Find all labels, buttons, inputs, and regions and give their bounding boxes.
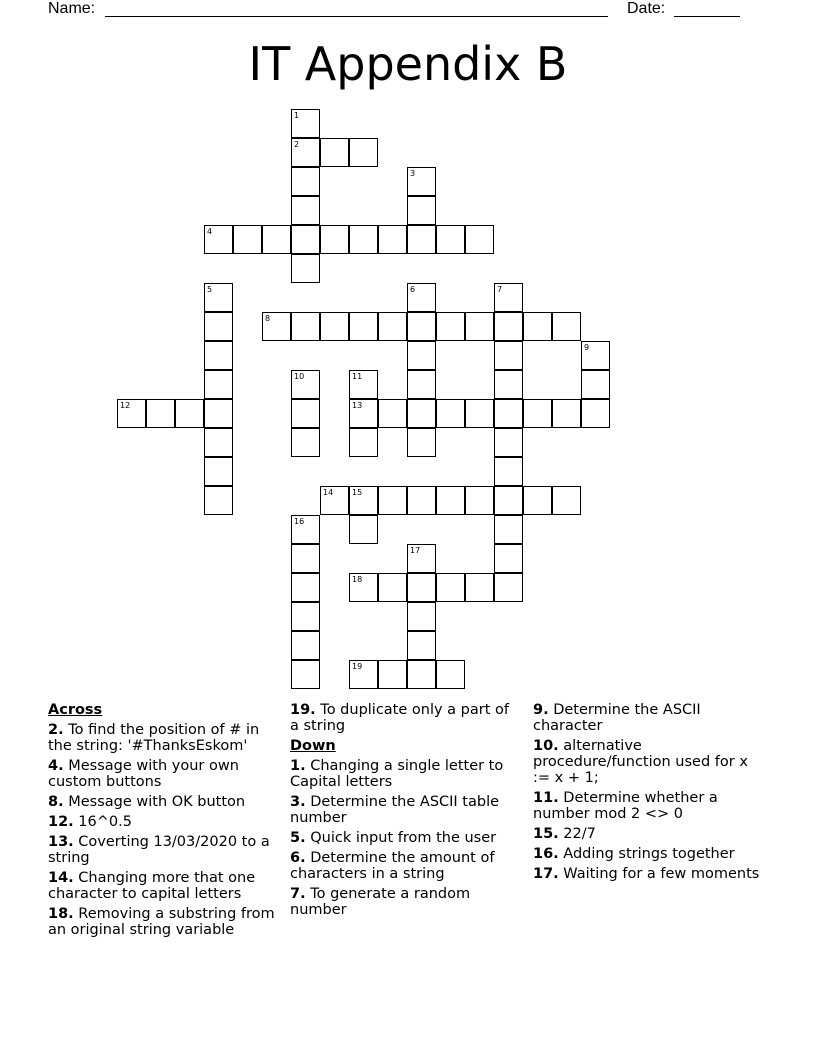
clue-item bbox=[533, 702, 769, 734]
grid-cell[interactable] bbox=[407, 283, 436, 312]
clue-item-text: Message with OK button bbox=[68, 794, 246, 810]
clue-item-number: 8. bbox=[48, 794, 64, 810]
clue-number: 4 bbox=[207, 227, 213, 236]
clue-item bbox=[290, 758, 518, 790]
grid-cell[interactable] bbox=[494, 370, 523, 399]
grid-cell[interactable] bbox=[552, 486, 581, 515]
clue-item-text: Changing a single letter to Capital letters bbox=[290, 758, 504, 790]
clue-item-text: Determine the ASCII character bbox=[533, 702, 701, 734]
clue-item-number: 10. bbox=[533, 738, 559, 754]
grid-cell[interactable] bbox=[465, 486, 494, 515]
grid-cell[interactable] bbox=[349, 370, 378, 399]
grid-cell[interactable] bbox=[204, 312, 233, 341]
clues-column-2 bbox=[290, 702, 518, 922]
grid-cell[interactable] bbox=[204, 428, 233, 457]
grid-cell[interactable] bbox=[523, 312, 552, 341]
grid-cell[interactable] bbox=[320, 225, 349, 254]
clue-item-number: 12. bbox=[48, 814, 74, 830]
clue-item-number: 2. bbox=[48, 722, 64, 738]
clue-item bbox=[290, 702, 518, 734]
grid-cell[interactable] bbox=[291, 225, 320, 254]
grid-cell[interactable] bbox=[204, 457, 233, 486]
clue-item-text: 22/7 bbox=[563, 826, 596, 842]
grid-cell[interactable] bbox=[204, 225, 233, 254]
clue-item-number: 15. bbox=[533, 826, 559, 842]
clue-item bbox=[48, 870, 284, 902]
grid-cell[interactable] bbox=[117, 399, 146, 428]
grid-cell[interactable] bbox=[465, 225, 494, 254]
grid-cell[interactable] bbox=[581, 399, 610, 428]
grid-cell[interactable] bbox=[349, 399, 378, 428]
clue-number: 12 bbox=[120, 401, 131, 410]
grid-cell[interactable] bbox=[204, 486, 233, 515]
grid-cell[interactable] bbox=[436, 225, 465, 254]
clue-number: 17 bbox=[410, 546, 421, 555]
grid-cell[interactable] bbox=[465, 312, 494, 341]
grid-cell[interactable] bbox=[320, 486, 349, 515]
grid-cell[interactable] bbox=[407, 341, 436, 370]
grid-cell[interactable] bbox=[320, 312, 349, 341]
clue-number: 5 bbox=[207, 285, 213, 294]
grid-cell[interactable] bbox=[291, 631, 320, 660]
grid-cell[interactable] bbox=[436, 399, 465, 428]
across-heading: Across bbox=[48, 702, 103, 718]
grid-cell[interactable] bbox=[204, 283, 233, 312]
down-heading: Down bbox=[290, 738, 336, 754]
grid-cell[interactable] bbox=[349, 573, 378, 602]
clue-item-text: Determine the ASCII table number bbox=[290, 794, 500, 826]
grid-cell[interactable] bbox=[494, 283, 523, 312]
grid-cell[interactable] bbox=[291, 138, 320, 167]
grid-cell[interactable] bbox=[552, 312, 581, 341]
grid-cell[interactable] bbox=[407, 602, 436, 631]
clue-number: 6 bbox=[410, 285, 416, 294]
clue-item-number: 17. bbox=[533, 866, 559, 882]
clue-item-text: Coverting 13/03/2020 to a string bbox=[48, 834, 270, 866]
clue-number: 3 bbox=[410, 169, 416, 178]
grid-cell[interactable] bbox=[349, 225, 378, 254]
grid-cell[interactable] bbox=[320, 138, 349, 167]
clue-number: 16 bbox=[294, 517, 305, 526]
grid-cell[interactable] bbox=[407, 486, 436, 515]
date-label: Date: bbox=[627, 0, 666, 17]
grid-cell[interactable] bbox=[436, 312, 465, 341]
grid-cell[interactable] bbox=[378, 399, 407, 428]
clue-item-text: Quick input from the user bbox=[310, 830, 497, 846]
grid-cell[interactable] bbox=[349, 428, 378, 457]
grid-cell[interactable] bbox=[494, 573, 523, 602]
clue-item-number: 9. bbox=[533, 702, 549, 718]
grid-cell[interactable] bbox=[204, 370, 233, 399]
grid-cell[interactable] bbox=[378, 573, 407, 602]
clue-number: 10 bbox=[294, 372, 305, 381]
grid-cell[interactable] bbox=[291, 109, 320, 138]
clue-item-text: Waiting for a few moments bbox=[563, 866, 760, 882]
grid-cell[interactable] bbox=[349, 312, 378, 341]
grid-cell[interactable] bbox=[291, 660, 320, 689]
grid-cell[interactable] bbox=[291, 544, 320, 573]
clue-item-number: 3. bbox=[290, 794, 306, 810]
clue-item bbox=[48, 906, 284, 938]
clue-item-text: 16^0.5 bbox=[78, 814, 132, 830]
grid-cell[interactable] bbox=[494, 428, 523, 457]
grid-cell[interactable] bbox=[175, 399, 204, 428]
clues-column-1 bbox=[48, 702, 284, 942]
grid-cell[interactable] bbox=[581, 370, 610, 399]
clue-number: 18 bbox=[352, 575, 363, 584]
clue-number: 11 bbox=[352, 372, 363, 381]
grid-cell[interactable] bbox=[494, 544, 523, 573]
clue-item bbox=[290, 886, 518, 918]
grid-cell[interactable] bbox=[407, 631, 436, 660]
grid-cell[interactable] bbox=[262, 225, 291, 254]
grid-cell[interactable] bbox=[407, 428, 436, 457]
grid-cell[interactable] bbox=[523, 486, 552, 515]
clue-number: 1 bbox=[294, 111, 300, 120]
grid-cell[interactable] bbox=[494, 341, 523, 370]
clue-item bbox=[533, 866, 769, 882]
clue-item-number: 7. bbox=[290, 886, 306, 902]
grid-cell[interactable] bbox=[465, 573, 494, 602]
grid-cell[interactable] bbox=[407, 196, 436, 225]
clue-number: 9 bbox=[584, 343, 590, 352]
clue-number: 2 bbox=[294, 140, 300, 149]
clue-item-text: To duplicate only a part of a string bbox=[290, 702, 509, 734]
clue-item bbox=[48, 814, 284, 830]
grid-cell[interactable] bbox=[436, 660, 465, 689]
grid-cell[interactable] bbox=[291, 312, 320, 341]
clue-item-text: To generate a random number bbox=[290, 886, 471, 918]
grid-cell[interactable] bbox=[291, 573, 320, 602]
grid-cell[interactable] bbox=[494, 457, 523, 486]
grid-cell[interactable] bbox=[233, 225, 262, 254]
clue-item-text: Changing more that one character to capital letters bbox=[48, 870, 256, 902]
grid-cell[interactable] bbox=[291, 602, 320, 631]
clue-number: 15 bbox=[352, 488, 363, 497]
clue-item-text: Removing a substring from an original string variable bbox=[48, 906, 275, 938]
grid-cell[interactable] bbox=[407, 660, 436, 689]
grid-cell[interactable] bbox=[407, 225, 436, 254]
clue-item-text: Adding strings together bbox=[563, 846, 735, 862]
grid-cell[interactable] bbox=[407, 544, 436, 573]
grid-cell[interactable] bbox=[291, 196, 320, 225]
clue-number: 19 bbox=[352, 662, 363, 671]
grid-cell[interactable] bbox=[349, 486, 378, 515]
clue-number: 8 bbox=[265, 314, 271, 323]
clues-column-3 bbox=[533, 702, 769, 886]
grid-cell[interactable] bbox=[494, 515, 523, 544]
clue-item bbox=[48, 794, 284, 810]
clue-number: 14 bbox=[323, 488, 334, 497]
clue-item-text: Determine the amount of characters in a string bbox=[290, 850, 495, 882]
clue-item bbox=[48, 722, 284, 754]
clue-item-number: 6. bbox=[290, 850, 306, 866]
grid-cell[interactable] bbox=[436, 486, 465, 515]
grid-cell[interactable] bbox=[291, 428, 320, 457]
page-title: IT Appendix B bbox=[248, 37, 568, 91]
clue-item-text: To find the position of # in the string: '#ThanksEskom' bbox=[48, 722, 260, 754]
clue-item-text: Determine whether a number mod 2 <> 0 bbox=[533, 790, 718, 822]
grid-cell[interactable] bbox=[291, 515, 320, 544]
grid-cell[interactable] bbox=[146, 399, 175, 428]
grid-cell[interactable] bbox=[349, 138, 378, 167]
grid-cell[interactable] bbox=[378, 486, 407, 515]
clue-item bbox=[290, 850, 518, 882]
clue-item bbox=[290, 794, 518, 826]
grid-cell[interactable] bbox=[349, 515, 378, 544]
grid-cell[interactable] bbox=[262, 312, 291, 341]
clue-item bbox=[533, 738, 769, 786]
clue-item-number: 5. bbox=[290, 830, 306, 846]
grid-cell[interactable] bbox=[204, 341, 233, 370]
clue-item bbox=[533, 790, 769, 822]
grid-cell[interactable] bbox=[204, 399, 233, 428]
grid-cell[interactable] bbox=[436, 573, 465, 602]
grid-cell[interactable] bbox=[465, 399, 494, 428]
grid-cell[interactable] bbox=[581, 341, 610, 370]
grid-cell[interactable] bbox=[378, 312, 407, 341]
grid-cell[interactable] bbox=[552, 399, 581, 428]
grid-cell[interactable] bbox=[494, 486, 523, 515]
clue-item-number: 4. bbox=[48, 758, 64, 774]
clue-item bbox=[48, 834, 284, 866]
grid-cell[interactable] bbox=[291, 167, 320, 196]
clue-item bbox=[533, 826, 769, 842]
clue-item-number: 16. bbox=[533, 846, 559, 862]
grid-cell[interactable] bbox=[407, 573, 436, 602]
clue-number: 13 bbox=[352, 401, 363, 410]
grid-cell[interactable] bbox=[291, 399, 320, 428]
clue-item-number: 14. bbox=[48, 870, 74, 886]
clue-item bbox=[48, 758, 284, 790]
grid-cell[interactable] bbox=[494, 399, 523, 428]
clue-number: 7 bbox=[497, 285, 503, 294]
clue-item-number: 18. bbox=[48, 906, 74, 922]
grid-cell[interactable] bbox=[523, 399, 552, 428]
clue-item-number: 13. bbox=[48, 834, 74, 850]
grid-cell[interactable] bbox=[291, 370, 320, 399]
grid-cell[interactable] bbox=[407, 399, 436, 428]
name-label: Name: bbox=[48, 0, 96, 17]
grid-cell[interactable] bbox=[291, 254, 320, 283]
clue-item bbox=[533, 846, 769, 862]
grid-cell[interactable] bbox=[407, 167, 436, 196]
grid-cell[interactable] bbox=[349, 660, 378, 689]
grid-cell[interactable] bbox=[407, 370, 436, 399]
grid-cell[interactable] bbox=[494, 312, 523, 341]
clue-item-number: 19. bbox=[290, 702, 316, 718]
clue-item-text: alternative procedure/function used for x := x + 1; bbox=[533, 738, 748, 786]
grid-cell[interactable] bbox=[378, 225, 407, 254]
clue-item-text: Message with your own custom buttons bbox=[48, 758, 239, 790]
clue-item-number: 11. bbox=[533, 790, 559, 806]
grid-cell[interactable] bbox=[407, 312, 436, 341]
clue-item bbox=[290, 830, 518, 846]
clue-item-number: 1. bbox=[290, 758, 306, 774]
grid-cell[interactable] bbox=[378, 660, 407, 689]
